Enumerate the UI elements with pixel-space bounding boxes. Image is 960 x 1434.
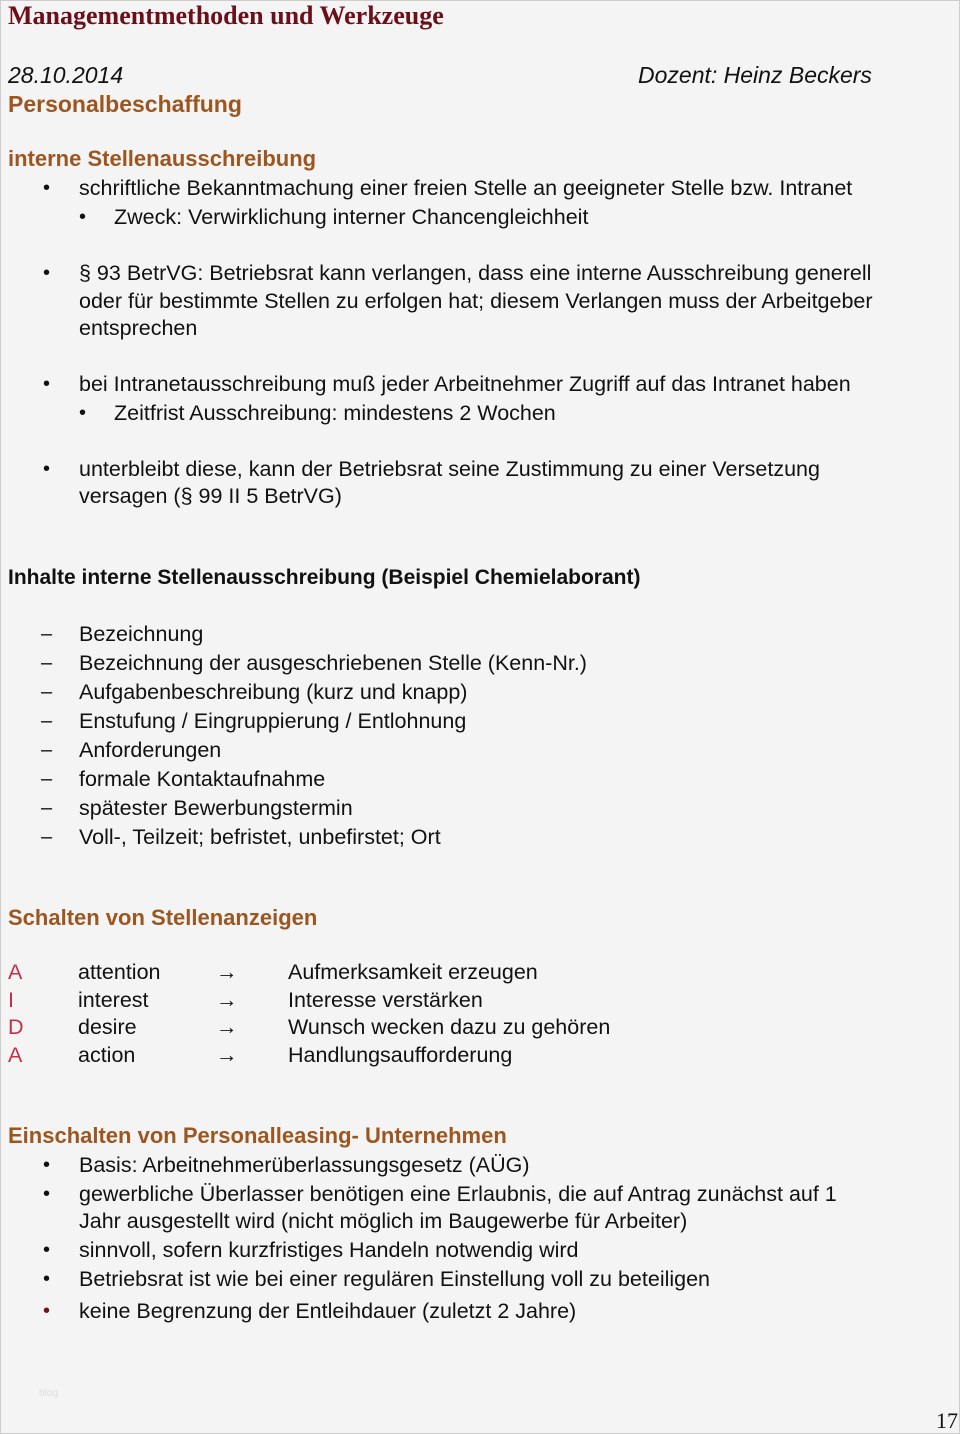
- section-heading: Schalten von Stellenanzeigen: [8, 905, 318, 930]
- bullet-icon: •: [43, 458, 51, 480]
- arrow-icon: →: [216, 960, 238, 984]
- bullet-icon: •: [79, 402, 87, 424]
- bullet-icon: •: [79, 206, 87, 228]
- section-heading: Inhalte interne Stellenausschreibung (Beispiel Chemielaborant): [8, 566, 641, 589]
- list-item-cont: versagen (§ 99 II 5 BetrVG): [79, 484, 342, 508]
- list-item: Betriebsrat ist wie bei einer regulären Einstellung voll zu beteiligen: [79, 1267, 711, 1291]
- list-item: Zweck: Verwirklichung interner Chancengleichheit: [114, 205, 589, 229]
- list-item: unterbleibt diese, kann der Betriebsrat seine Zustimmung zu einer Versetzung: [79, 457, 820, 481]
- bullet-icon: •: [43, 1183, 51, 1205]
- list-item: Enstufung / Eingruppierung / Entlohnung: [79, 709, 467, 733]
- list-item: Basis: Arbeitnehmerüberlassungsgesetz (AÜG): [79, 1153, 530, 1177]
- aida-term: attention: [78, 960, 161, 984]
- list-item: sinnvoll, sofern kurzfristiges Handeln notwendig wird: [79, 1238, 579, 1262]
- page-number: 17: [936, 1408, 958, 1433]
- bullet-icon: •: [43, 262, 51, 284]
- bullet-icon: •: [43, 373, 51, 395]
- dash-icon: –: [41, 652, 53, 674]
- list-item: Zeitfrist Ausschreibung: mindestens 2 Wochen: [114, 401, 556, 425]
- bullet-icon: •: [43, 177, 51, 199]
- list-item: bei Intranetausschreibung muß jeder Arbeitnehmer Zugriff auf das Intranet haben: [79, 372, 851, 396]
- document-title: Managementmethoden und Werkzeuge: [8, 1, 444, 30]
- aida-meaning: Interesse verstärken: [288, 987, 483, 1012]
- aida-term: interest: [78, 987, 149, 1012]
- section-heading: interne Stellenausschreibung: [8, 146, 317, 171]
- watermark: blog: [39, 1388, 58, 1399]
- list-item: gewerbliche Überlasser benötigen eine Erlaubnis, die auf Antrag zunächst auf 1: [79, 1182, 837, 1206]
- dash-icon: –: [41, 739, 53, 761]
- topic-heading: Personalbeschaffung: [8, 91, 242, 117]
- list-item: keine Begrenzung der Entleihdauer (zuletzt 2 Jahre): [79, 1299, 577, 1323]
- aida-letter: D: [8, 1015, 24, 1039]
- dash-icon: –: [41, 826, 53, 848]
- list-item: Voll-, Teilzeit; befristet, unbefirstet; Ort: [79, 825, 441, 849]
- list-item: Anforderungen: [79, 738, 222, 762]
- dash-icon: –: [41, 681, 53, 703]
- aida-term: action: [78, 1042, 136, 1067]
- date: 28.10.2014: [8, 62, 124, 88]
- list-item: § 93 BetrVG: Betriebsrat kann verlangen, dass eine interne Ausschreibung generell: [79, 261, 872, 285]
- bullet-icon: •: [43, 1239, 51, 1261]
- dash-icon: –: [41, 623, 53, 645]
- list-item: Bezeichnung der ausgeschriebenen Stelle (Kenn-Nr.): [79, 651, 587, 675]
- list-item-cont: Jahr ausgestellt wird (nicht möglich im Baugewerbe für Arbeiter): [79, 1209, 688, 1233]
- list-item: schriftliche Bekanntmachung einer freien Stelle an geeigneter Stelle bzw. Intranet: [79, 176, 853, 200]
- dash-icon: –: [41, 768, 53, 790]
- arrow-icon: →: [216, 1015, 238, 1039]
- arrow-icon: →: [216, 987, 238, 1012]
- aida-meaning: Wunsch wecken dazu zu gehören: [288, 1015, 611, 1039]
- bullet-icon: •: [43, 1154, 51, 1176]
- aida-term: desire: [78, 1015, 137, 1039]
- list-item: Aufgabenbeschreibung (kurz und knapp): [79, 680, 468, 704]
- list-item-cont: entsprechen: [79, 316, 198, 340]
- list-item-cont: oder für bestimmte Stellen zu erfolgen hat; diesem Verlangen muss der Arbeitgeber: [79, 289, 873, 313]
- aida-letter: A: [8, 960, 23, 984]
- section-heading: Einschalten von Personalleasing- Unternehmen: [8, 1123, 507, 1148]
- bullet-icon: •: [43, 1300, 51, 1322]
- lecturer: Dozent: Heinz Beckers: [638, 62, 872, 88]
- list-item: formale Kontaktaufnahme: [79, 767, 326, 791]
- dash-icon: –: [41, 797, 53, 819]
- aida-letter: A: [8, 1042, 23, 1067]
- list-item: Bezeichnung: [79, 622, 204, 646]
- aida-letter: I: [8, 987, 14, 1012]
- list-item: spätester Bewerbungstermin: [79, 796, 353, 820]
- aida-meaning: Handlungsaufforderung: [288, 1042, 513, 1067]
- aida-meaning: Aufmerksamkeit erzeugen: [288, 960, 538, 984]
- arrow-icon: →: [216, 1042, 238, 1067]
- bullet-icon: •: [43, 1268, 51, 1290]
- dash-icon: –: [41, 710, 53, 732]
